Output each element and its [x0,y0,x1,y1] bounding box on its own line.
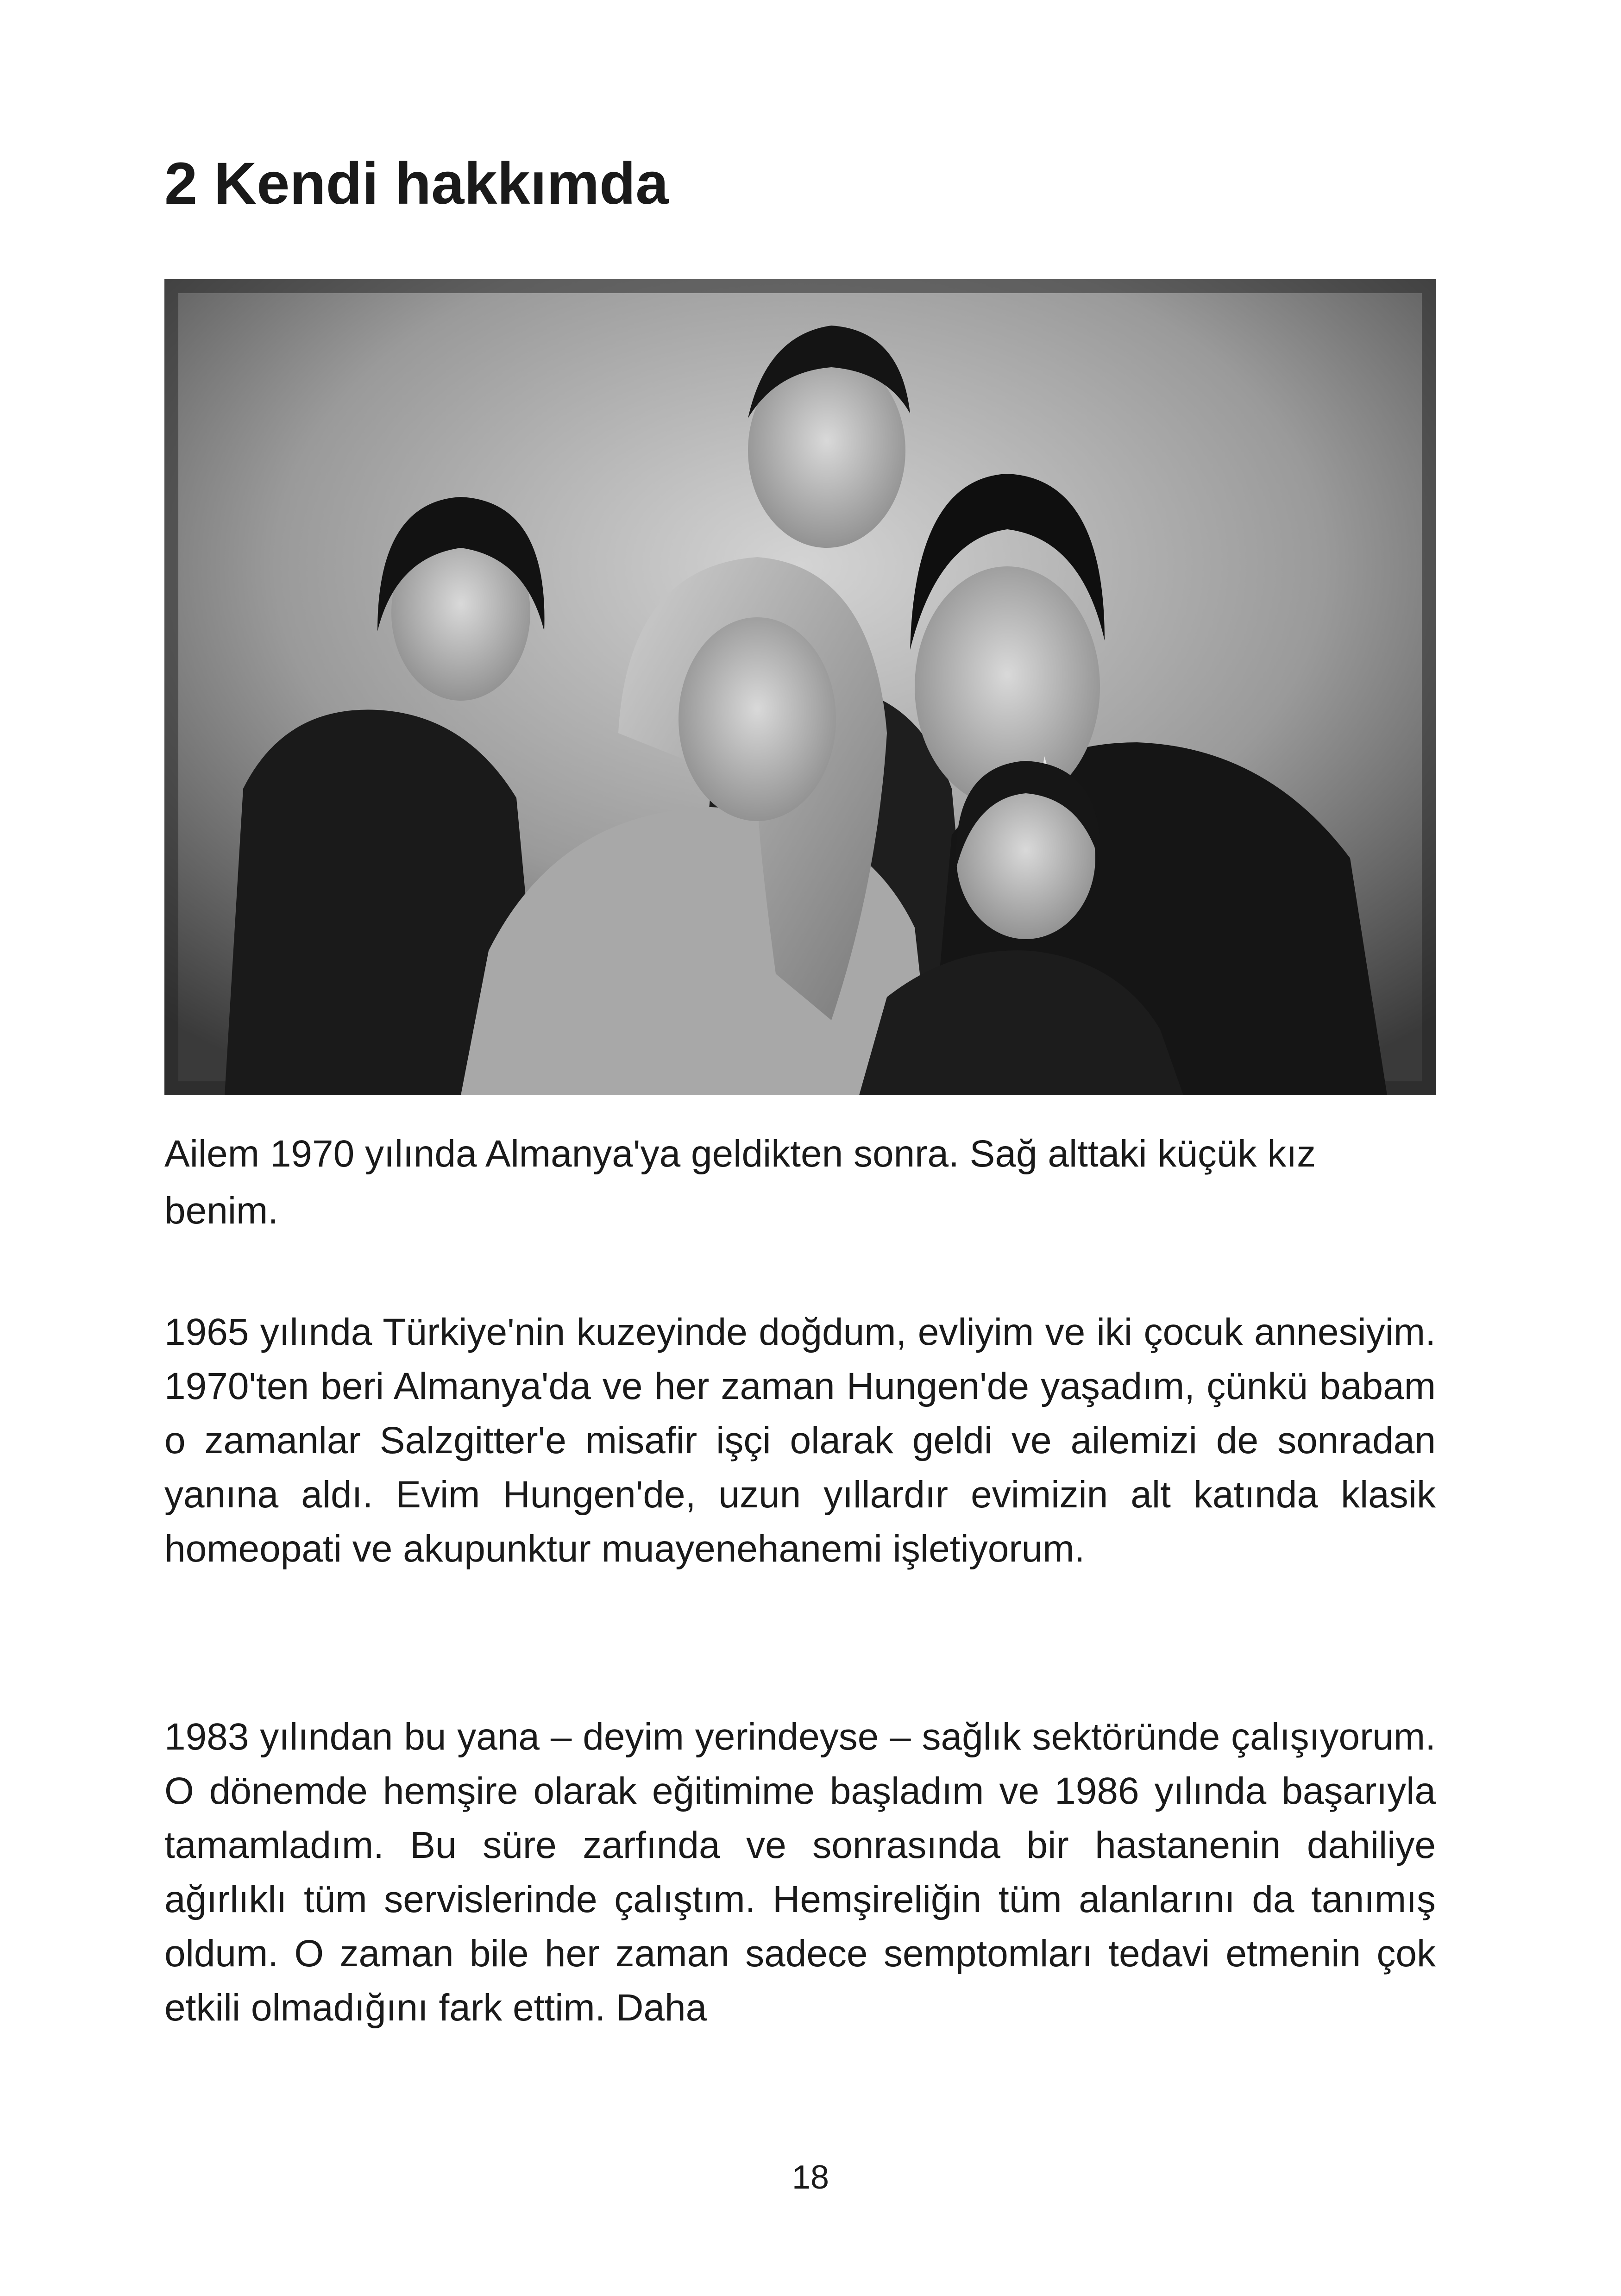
family-photo [164,279,1436,1095]
body-paragraph: 1983 yılından bu yana – deyim yerindeyse – sağlık sektöründe çalışıyorum. O dönemde hemşire olarak eğitimime başladım ve 1986 yılında başarıyla tamamladım. Bu süre zarfında ve sonrasında bir hastanenin dahiliye ağırlıklı tüm servislerinde çalıştım. Hemşireliğin tüm alanlarını da tanımış oldum. O zaman bile her zaman sadece semptomları tedavi etmenin çok etkili olmadığını fark ettim. Daha [164,1716,1436,2029]
photo-caption: Ailem 1970 yılında Almanya'ya geldikten sonra. Sağ alttaki küçük kız benim. [164,1133,1316,1232]
chapter-heading: 2 Kendi hakkımda [164,151,669,217]
body-paragraph: 1965 yılında Türkiye'nin kuzeyinde doğdum, evliyim ve iki çocuk annesiyim. 1970'ten beri Almanya'da ve her zaman Hungen'de yaşadım, çünkü babam o zamanlar Salzgitter'e misafir işçi olarak geldi ve ailemizi de sonradan yanına aldı. Evim Hungen'de, uzun yıllardır evimizin alt katında klasik homeopati ve akupunktur muayenehanemi işletiyorum. [164,1311,1436,1570]
page-number: 18 [792,2159,829,2196]
